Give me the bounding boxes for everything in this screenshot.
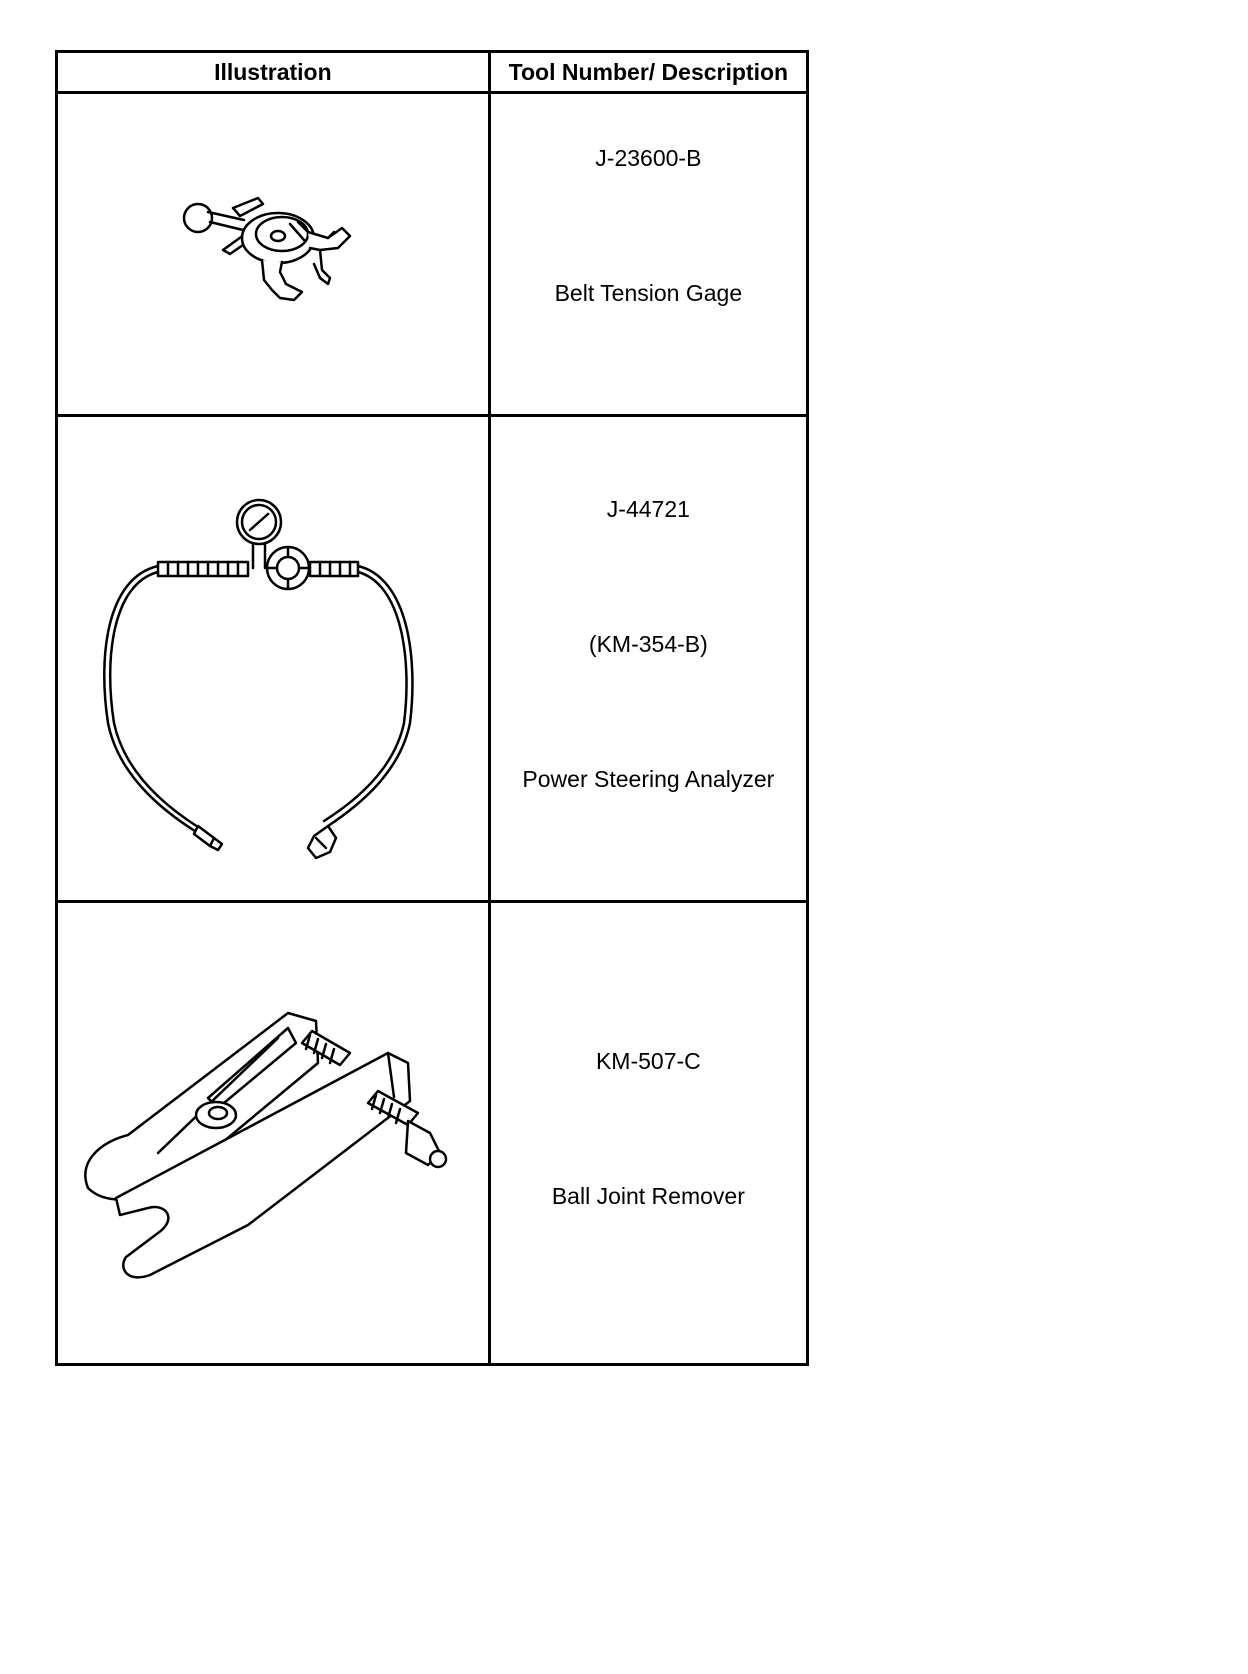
tool-description: Ball Joint Remover xyxy=(551,1183,745,1209)
tool-number: KM-507-C xyxy=(595,1048,701,1074)
power-steering-analyzer-illustration xyxy=(58,428,489,889)
tool-description-cell xyxy=(489,416,807,902)
illustration-cell xyxy=(57,93,490,416)
tool-description-cell xyxy=(489,93,807,416)
tool-description: Belt Tension Gage xyxy=(554,280,743,306)
alternate-tool-number: (KM-354-B) xyxy=(588,631,708,657)
special-tools-table xyxy=(55,50,809,1366)
belt-tension-gage-illustration xyxy=(58,120,489,388)
tool-number-description-header: Tool Number/ Description xyxy=(489,52,807,93)
table-row xyxy=(57,416,808,902)
tool-number: J-44721 xyxy=(606,496,690,522)
ball-joint-remover-illustration xyxy=(58,903,489,1363)
tool-description: Power Steering Analyzer xyxy=(522,766,775,792)
illustration-header: Illustration xyxy=(57,52,490,93)
table-row xyxy=(57,902,808,1365)
illustration-cell xyxy=(57,902,490,1365)
header-row xyxy=(57,52,808,93)
tool-description-cell xyxy=(489,902,807,1365)
tool-number: J-23600-B xyxy=(595,145,702,171)
table-row xyxy=(57,93,808,416)
illustration-cell xyxy=(57,416,490,902)
